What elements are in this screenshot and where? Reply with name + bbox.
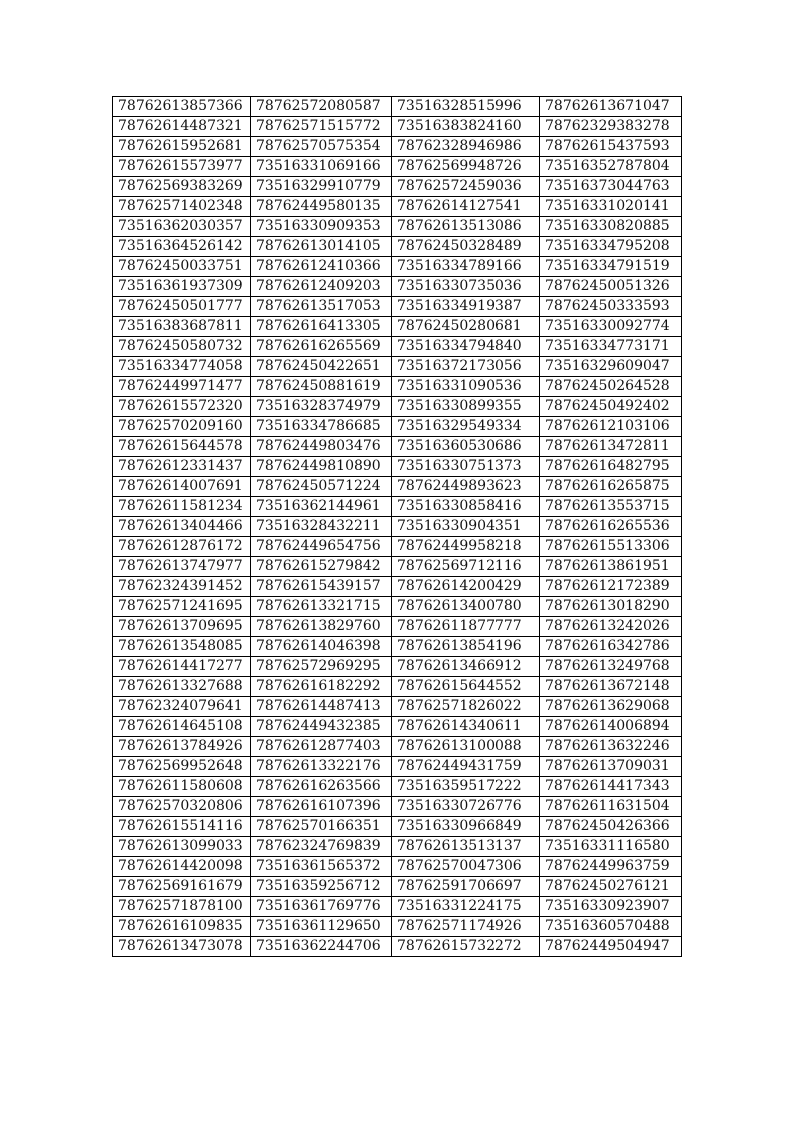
table-cell: 73516361937309 [113, 277, 251, 297]
table-row [113, 537, 682, 557]
table-cell: 78762615572320 [113, 397, 251, 417]
table-cell: 78762615644552 [392, 677, 540, 697]
table-cell: 78762612172389 [540, 577, 682, 597]
table-row [113, 777, 682, 797]
table-cell: 73516330909353 [251, 217, 392, 237]
table-cell: 78762449654756 [251, 537, 392, 557]
table-cell: 73516330966849 [392, 817, 540, 837]
table-cell: 78762569952648 [113, 757, 251, 777]
table-cell: 73516330092774 [540, 317, 682, 337]
table-cell: 73516364526142 [113, 237, 251, 257]
table-cell: 78762614417277 [113, 657, 251, 677]
table-cell: 78762614200429 [392, 577, 540, 597]
table-cell: 78762449580135 [251, 197, 392, 217]
table-cell: 78762613857366 [113, 97, 251, 117]
table-cell: 78762613513086 [392, 217, 540, 237]
table-row [113, 617, 682, 637]
table-cell: 78762571878100 [113, 897, 251, 917]
table-cell: 78762613709695 [113, 617, 251, 637]
table-cell: 78762614420098 [113, 857, 251, 877]
table-cell: 73516360570488 [540, 917, 682, 937]
table-row [113, 257, 682, 277]
table-cell: 78762613473078 [113, 937, 251, 957]
table-cell: 73516331116580 [540, 837, 682, 857]
table-cell: 78762614127541 [392, 197, 540, 217]
table-cell: 73516373044763 [540, 177, 682, 197]
table-cell: 73516334774058 [113, 357, 251, 377]
table-cell: 78762450501777 [113, 297, 251, 317]
table-row [113, 497, 682, 517]
table-row [113, 677, 682, 697]
table-cell: 78762613242026 [540, 617, 682, 637]
table-cell: 78762612877403 [251, 737, 392, 757]
table-cell: 73516334794840 [392, 337, 540, 357]
table-cell: 78762591706697 [392, 877, 540, 897]
table-cell: 78762611580608 [113, 777, 251, 797]
table-cell: 78762615439157 [251, 577, 392, 597]
table-cell: 78762615573977 [113, 157, 251, 177]
number-table-body [113, 97, 682, 957]
table-cell: 78762450328489 [392, 237, 540, 257]
table-row [113, 357, 682, 377]
table-cell: 78762613861951 [540, 557, 682, 577]
table-cell: 78762569161679 [113, 877, 251, 897]
table-cell: 73516330904351 [392, 517, 540, 537]
table-cell: 78762571515772 [251, 117, 392, 137]
table-cell: 78762613553715 [540, 497, 682, 517]
table-cell: 78762450051326 [540, 277, 682, 297]
table-cell: 78762571826022 [392, 697, 540, 717]
table-row [113, 137, 682, 157]
table-row [113, 737, 682, 757]
number-table [112, 96, 682, 957]
table-cell: 73516329910779 [251, 177, 392, 197]
table-row [113, 937, 682, 957]
table-cell: 78762615437593 [540, 137, 682, 157]
table-row [113, 177, 682, 197]
table-cell: 73516330858416 [392, 497, 540, 517]
table-cell: 78762450276121 [540, 877, 682, 897]
table-cell: 78762449893623 [392, 477, 540, 497]
table-cell: 73516359256712 [251, 877, 392, 897]
table-cell: 78762449810890 [251, 457, 392, 477]
table-cell: 78762615952681 [113, 137, 251, 157]
table-cell: 78762571241695 [113, 597, 251, 617]
table-cell: 78762450033751 [113, 257, 251, 277]
table-cell: 78762613517053 [251, 297, 392, 317]
table-row [113, 897, 682, 917]
table-cell: 78762616109835 [113, 917, 251, 937]
table-cell: 73516372173056 [392, 357, 540, 377]
table-cell: 78762450280681 [392, 317, 540, 337]
table-cell: 78762450881619 [251, 377, 392, 397]
table-row [113, 317, 682, 337]
table-cell: 78762613018290 [540, 597, 682, 617]
table-cell: 78762613472811 [540, 437, 682, 457]
table-cell: 78762613466912 [392, 657, 540, 677]
table-cell: 78762613747977 [113, 557, 251, 577]
table-cell: 78762614340611 [392, 717, 540, 737]
table-row [113, 697, 682, 717]
table-row [113, 217, 682, 237]
table-cell: 73516328515996 [392, 97, 540, 117]
table-row [113, 437, 682, 457]
table-cell: 78762612331437 [113, 457, 251, 477]
table-cell: 78762614046398 [251, 637, 392, 657]
table-cell: 78762613099033 [113, 837, 251, 857]
table-cell: 78762613629068 [540, 697, 682, 717]
table-cell: 73516383824160 [392, 117, 540, 137]
table-row [113, 917, 682, 937]
table-cell: 78762570047306 [392, 857, 540, 877]
table-cell: 78762324391452 [113, 577, 251, 597]
table-cell: 78762612103106 [540, 417, 682, 437]
table-cell: 78762613327688 [113, 677, 251, 697]
table-cell: 78762613709031 [540, 757, 682, 777]
table-cell: 78762615514116 [113, 817, 251, 837]
table-cell: 78762615644578 [113, 437, 251, 457]
table-row [113, 557, 682, 577]
table-cell: 78762612876172 [113, 537, 251, 557]
table-cell: 73516329609047 [540, 357, 682, 377]
table-row [113, 597, 682, 617]
table-cell: 73516361565372 [251, 857, 392, 877]
table-cell: 78762450422651 [251, 357, 392, 377]
table-cell: 73516330726776 [392, 797, 540, 817]
table-row [113, 117, 682, 137]
table-cell: 78762449504947 [540, 937, 682, 957]
table-cell: 73516329549334 [392, 417, 540, 437]
table-cell: 78762611877777 [392, 617, 540, 637]
table-cell: 73516362144961 [251, 497, 392, 517]
table-cell: 78762616265875 [540, 477, 682, 497]
table-cell: 73516330899355 [392, 397, 540, 417]
table-cell: 78762571174926 [392, 917, 540, 937]
table-cell: 78762613548085 [113, 637, 251, 657]
table-row [113, 417, 682, 437]
table-cell: 78762613100088 [392, 737, 540, 757]
table-cell: 78762572969295 [251, 657, 392, 677]
table-cell: 78762613322176 [251, 757, 392, 777]
table-cell: 78762616107396 [251, 797, 392, 817]
table-cell: 78762611581234 [113, 497, 251, 517]
table-cell: 78762328946986 [392, 137, 540, 157]
table-cell: 78762569948726 [392, 157, 540, 177]
table-cell: 78762614487321 [113, 117, 251, 137]
table-cell: 78762450264528 [540, 377, 682, 397]
table-cell: 78762613014105 [251, 237, 392, 257]
table-cell: 73516361769776 [251, 897, 392, 917]
table-cell: 78762572459036 [392, 177, 540, 197]
table-row [113, 457, 682, 477]
table-row [113, 637, 682, 657]
table-cell: 78762616342786 [540, 637, 682, 657]
table-row [113, 297, 682, 317]
table-cell: 78762450571224 [251, 477, 392, 497]
table-cell: 78762613829760 [251, 617, 392, 637]
table-cell: 73516328432211 [251, 517, 392, 537]
table-cell: 78762570209160 [113, 417, 251, 437]
table-cell: 78762614007691 [113, 477, 251, 497]
table-row [113, 877, 682, 897]
table-cell: 73516334789166 [392, 257, 540, 277]
table-cell: 78762570320806 [113, 797, 251, 817]
table-row [113, 837, 682, 857]
table-cell: 78762611631504 [540, 797, 682, 817]
table-cell: 78762614417343 [540, 777, 682, 797]
table-row [113, 377, 682, 397]
table-cell: 73516362244706 [251, 937, 392, 957]
table-cell: 78762450333593 [540, 297, 682, 317]
table-cell: 78762616182292 [251, 677, 392, 697]
table-row [113, 657, 682, 677]
table-cell: 78762616265569 [251, 337, 392, 357]
table-cell: 73516331090536 [392, 377, 540, 397]
table-cell: 78762613672148 [540, 677, 682, 697]
table-cell: 78762570166351 [251, 817, 392, 837]
table-cell: 73516334795208 [540, 237, 682, 257]
table-row [113, 817, 682, 837]
table-cell: 78762450580732 [113, 337, 251, 357]
table-cell: 73516334773171 [540, 337, 682, 357]
table-cell: 78762613249768 [540, 657, 682, 677]
table-row [113, 337, 682, 357]
table-cell: 73516330751373 [392, 457, 540, 477]
table-cell: 78762614006894 [540, 717, 682, 737]
table-row [113, 97, 682, 117]
table-cell: 78762450492402 [540, 397, 682, 417]
table-cell: 73516362030357 [113, 217, 251, 237]
table-cell: 78762616482795 [540, 457, 682, 477]
table-cell: 78762449958218 [392, 537, 540, 557]
table-cell: 78762616413305 [251, 317, 392, 337]
table-row [113, 857, 682, 877]
table-cell: 73516334786685 [251, 417, 392, 437]
table-cell: 78762612409203 [251, 277, 392, 297]
table-cell: 73516361129650 [251, 917, 392, 937]
table-cell: 73516352787804 [540, 157, 682, 177]
table-cell: 78762615513306 [540, 537, 682, 557]
table-cell: 78762449963759 [540, 857, 682, 877]
table-cell: 78762613854196 [392, 637, 540, 657]
table-cell: 78762612410366 [251, 257, 392, 277]
table-row [113, 797, 682, 817]
table-row [113, 157, 682, 177]
table-row [113, 397, 682, 417]
table-cell: 78762613404466 [113, 517, 251, 537]
table-cell: 73516331224175 [392, 897, 540, 917]
table-cell: 78762569383269 [113, 177, 251, 197]
table-cell: 73516383687811 [113, 317, 251, 337]
table-cell: 78762449803476 [251, 437, 392, 457]
table-cell: 73516330923907 [540, 897, 682, 917]
table-cell: 73516334791519 [540, 257, 682, 277]
table-cell: 78762613671047 [540, 97, 682, 117]
table-cell: 78762615732272 [392, 937, 540, 957]
table-row [113, 517, 682, 537]
table-row [113, 577, 682, 597]
table-cell: 78762450426366 [540, 817, 682, 837]
table-row [113, 197, 682, 217]
table-cell: 78762613400780 [392, 597, 540, 617]
table-cell: 78762614645108 [113, 717, 251, 737]
table-row [113, 237, 682, 257]
table-cell: 78762613784926 [113, 737, 251, 757]
table-cell: 78762449431759 [392, 757, 540, 777]
table-row [113, 757, 682, 777]
table-cell: 78762613632246 [540, 737, 682, 757]
table-cell: 78762616265536 [540, 517, 682, 537]
table-cell: 73516330820885 [540, 217, 682, 237]
table-row [113, 717, 682, 737]
table-row [113, 277, 682, 297]
table-cell: 78762449432385 [251, 717, 392, 737]
table-cell: 78762571402348 [113, 197, 251, 217]
table-cell: 78762570575354 [251, 137, 392, 157]
table-cell: 73516331020141 [540, 197, 682, 217]
table-cell: 78762616263566 [251, 777, 392, 797]
table-cell: 78762449971477 [113, 377, 251, 397]
table-cell: 78762329383278 [540, 117, 682, 137]
table-cell: 73516331069166 [251, 157, 392, 177]
table-cell: 78762324769839 [251, 837, 392, 857]
table-cell: 78762569712116 [392, 557, 540, 577]
table-cell: 73516360530686 [392, 437, 540, 457]
table-cell: 73516330735036 [392, 277, 540, 297]
table-cell: 78762615279842 [251, 557, 392, 577]
table-cell: 73516334919387 [392, 297, 540, 317]
table-cell: 73516328374979 [251, 397, 392, 417]
table-row [113, 477, 682, 497]
table-cell: 78762613513137 [392, 837, 540, 857]
table-cell: 73516359517222 [392, 777, 540, 797]
table-cell: 78762572080587 [251, 97, 392, 117]
table-cell: 78762613321715 [251, 597, 392, 617]
table-cell: 78762614487413 [251, 697, 392, 717]
table-cell: 78762324079641 [113, 697, 251, 717]
